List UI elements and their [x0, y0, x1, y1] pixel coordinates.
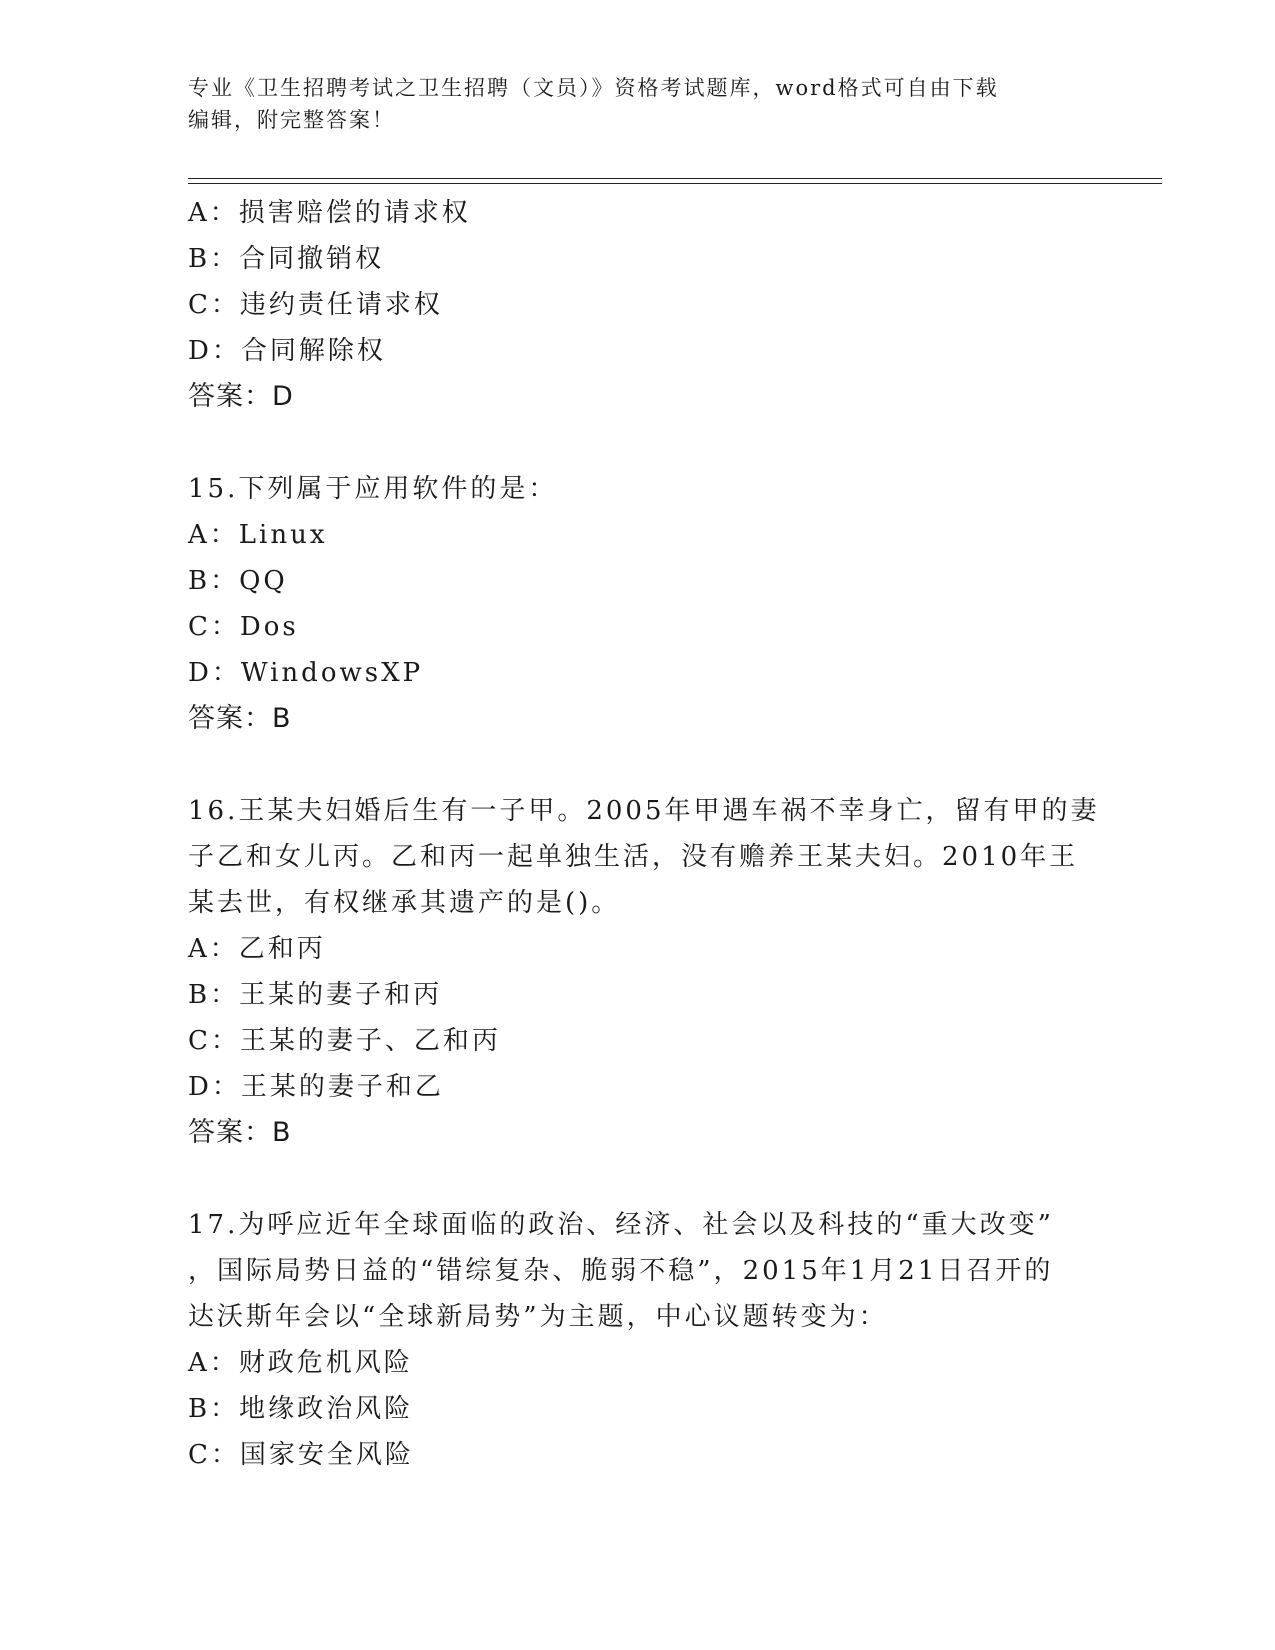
- option-b: B：QQ: [188, 566, 288, 596]
- option-d: D：WindowsXP: [188, 658, 424, 688]
- question-text-line-1: 16.王某夫妇婚后生有一子甲。2005年甲遇车祸不幸身亡，留有甲的妻: [188, 796, 1100, 826]
- question-text-line-3: 达沃斯年会以“全球新局势”为主题，中心议题转变为：: [188, 1302, 888, 1332]
- option-a: A：损害赔偿的请求权: [188, 198, 471, 228]
- option-b: B：王某的妻子和丙: [188, 980, 443, 1010]
- answer: 答案：B: [188, 703, 292, 734]
- option-c: C：违约责任请求权: [188, 290, 443, 320]
- answer: 答案：B: [188, 1117, 292, 1148]
- option-c: C：Dos: [188, 612, 299, 642]
- header-line-2: 编辑，附完整答案！: [188, 108, 395, 132]
- option-c: C：国家安全风险: [188, 1440, 414, 1470]
- spacer: [188, 742, 1088, 788]
- question-17: [188, 1202, 1088, 1478]
- option-a: A：Linux: [188, 520, 328, 550]
- spacer: [188, 1156, 1088, 1202]
- header-divider-bottom: [188, 183, 1162, 184]
- answer: 答案：D: [188, 381, 294, 412]
- question-14: [188, 190, 1088, 420]
- option-d: D：王某的妻子和乙: [188, 1072, 444, 1102]
- question-text: 15.下列属于应用软件的是：: [188, 474, 558, 504]
- header-line-1: 专业《卫生招聘考试之卫生招聘（文员）》资格考试题库，word格式可自由下载: [188, 76, 999, 100]
- document-header: [188, 72, 1068, 136]
- question-text-line-3: 某去世，有权继承其遗产的是()。: [188, 888, 621, 918]
- question-text-line-2: 子乙和女儿丙。乙和丙一起单独生活，没有赡养王某夫妇。2010年王: [188, 842, 1079, 872]
- option-a: A：财政危机风险: [188, 1348, 413, 1378]
- question-list: [188, 190, 1100, 1478]
- option-b: B：合同撤销权: [188, 244, 385, 274]
- question-16: [188, 788, 1100, 1156]
- question-15: [188, 466, 1088, 742]
- question-text-line-2: ，国际局势日益的“错综复杂、脆弱不稳”，2015年1月21日召开的: [188, 1256, 1054, 1286]
- question-text-line-1: 17.为呼应近年全球面临的政治、经济、社会以及科技的“重大改变”: [188, 1210, 1054, 1240]
- option-a: A：乙和丙: [188, 934, 326, 964]
- option-c: C：王某的妻子、乙和丙: [188, 1026, 501, 1056]
- spacer: [188, 420, 1088, 466]
- option-d: D：合同解除权: [188, 336, 386, 366]
- option-b: B：地缘政治风险: [188, 1394, 414, 1424]
- header-divider-top: [188, 178, 1162, 179]
